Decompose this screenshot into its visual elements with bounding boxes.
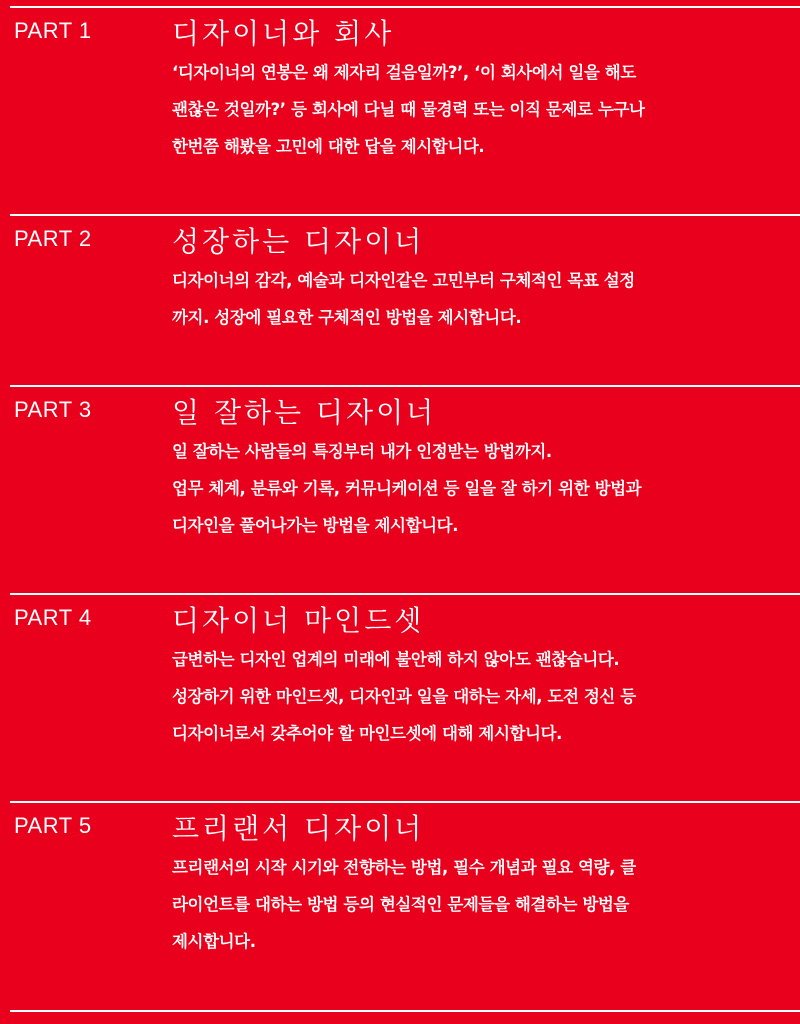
- part-2-desc-line-2: 까지. 성장에 필요한 구체적인 방법을 제시합니다.: [172, 308, 522, 327]
- part-2-desc-line-1: 디자이너의 감각, 예술과 디자인같은 고민부터 구체적인 목표 설정: [172, 271, 635, 290]
- part-1-title: 디자이너와 회사: [172, 17, 395, 50]
- part-4-desc-line-3: 디자이너로서 갖추어야 할 마인드셋에 대해 제시합니다.: [172, 724, 562, 743]
- part-1-desc-line-3: 한번쯤 해봤을 고민에 대한 답을 제시합니다.: [172, 137, 485, 156]
- part-3-desc-line-2: 업무 체계, 분류와 기록, 커뮤니케이션 등 일을 잘 하기 위한 방법과: [172, 479, 642, 498]
- part-3-title: 일 잘하는 디자이너: [172, 396, 437, 429]
- part-3-desc-line-3: 디자인을 풀어나가는 방법을 제시합니다.: [172, 516, 459, 535]
- part-2-description: [172, 262, 792, 336]
- part-3-desc-line-1: 일 잘하는 사람들의 특징부터 내가 인정받는 방법까지.: [172, 442, 552, 461]
- part-5-desc-line-1: 프리랜서의 시작 시기와 전향하는 방법, 필수 개념과 필요 역량, 클: [172, 858, 636, 877]
- part-4-description: [172, 641, 792, 752]
- top-divider: [10, 6, 800, 8]
- divider-2: [10, 385, 800, 387]
- part-1-desc-line-1: ‘디자이너의 연봉은 왜 제자리 걸음일까?’, ‘이 회사에서 일을 해도: [172, 63, 636, 82]
- part-3-label: PART 3: [14, 397, 92, 422]
- part-4-desc-line-2: 성장하기 위한 마인드셋, 디자인과 일을 대하는 자세, 도전 정신 등: [172, 687, 636, 706]
- part-4-label: PART 4: [14, 605, 92, 630]
- part-3-description: [172, 433, 792, 544]
- part-5-description: [172, 849, 792, 960]
- part-1-label: PART 1: [14, 18, 92, 43]
- divider-4: [10, 801, 800, 803]
- divider-1: [10, 214, 800, 216]
- part-2-title: 성장하는 디자이너: [172, 225, 425, 258]
- part-5-desc-line-3: 제시합니다.: [172, 932, 256, 951]
- divider-5: [10, 1010, 800, 1012]
- part-1-desc-line-2: 괜찮은 것일까?’ 등 회사에 다닐 때 물경력 또는 이직 문제로 누구나: [172, 100, 645, 119]
- part-5-title: 프리랜서 디자이너: [172, 812, 425, 845]
- part-4-title: 디자이너 마인드셋: [172, 604, 425, 637]
- part-5-desc-line-2: 라이언트를 대하는 방법 등의 현실적인 문제들을 해결하는 방법을: [172, 895, 629, 914]
- part-2-label: PART 2: [14, 226, 92, 251]
- part-1-description: [172, 54, 792, 165]
- part-5-label: PART 5: [14, 813, 92, 838]
- divider-3: [10, 593, 800, 595]
- part-4-desc-line-1: 급변하는 디자인 업계의 미래에 불안해 하지 않아도 괜찮습니다.: [172, 650, 620, 669]
